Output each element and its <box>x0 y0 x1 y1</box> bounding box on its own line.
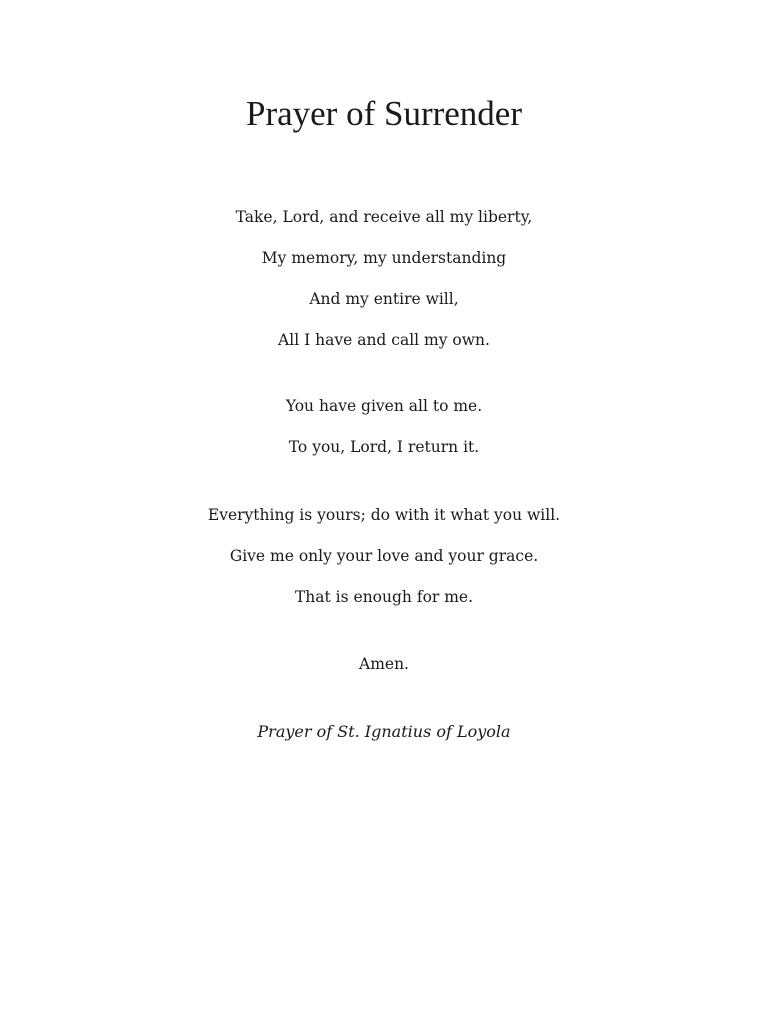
stanza-4 <box>0 644 768 685</box>
verse-line: Everything is yours; do with it what you will. <box>207 506 561 524</box>
page-title: Prayer of Surrender <box>245 94 522 133</box>
verse-line: Give me only your love and your grace. <box>229 547 539 565</box>
stanza-3 <box>0 495 768 618</box>
verse-line-amen: Amen. <box>359 655 409 673</box>
stanza-1 <box>0 197 768 361</box>
attribution: Prayer of St. Ignatius of Loyola <box>257 722 511 741</box>
verse-line: My memory, my understanding <box>261 249 507 267</box>
verse-line: All I have and call my own. <box>278 331 490 349</box>
verse-line: To you, Lord, I return it. <box>288 438 480 456</box>
verse-line: Take, Lord, and receive all my liberty, <box>235 208 533 226</box>
verse-line: And my entire will, <box>309 290 459 308</box>
stanza-2 <box>0 386 768 468</box>
verse-line: You have given all to me. <box>285 397 483 415</box>
verse-line: That is enough for me. <box>294 588 474 606</box>
